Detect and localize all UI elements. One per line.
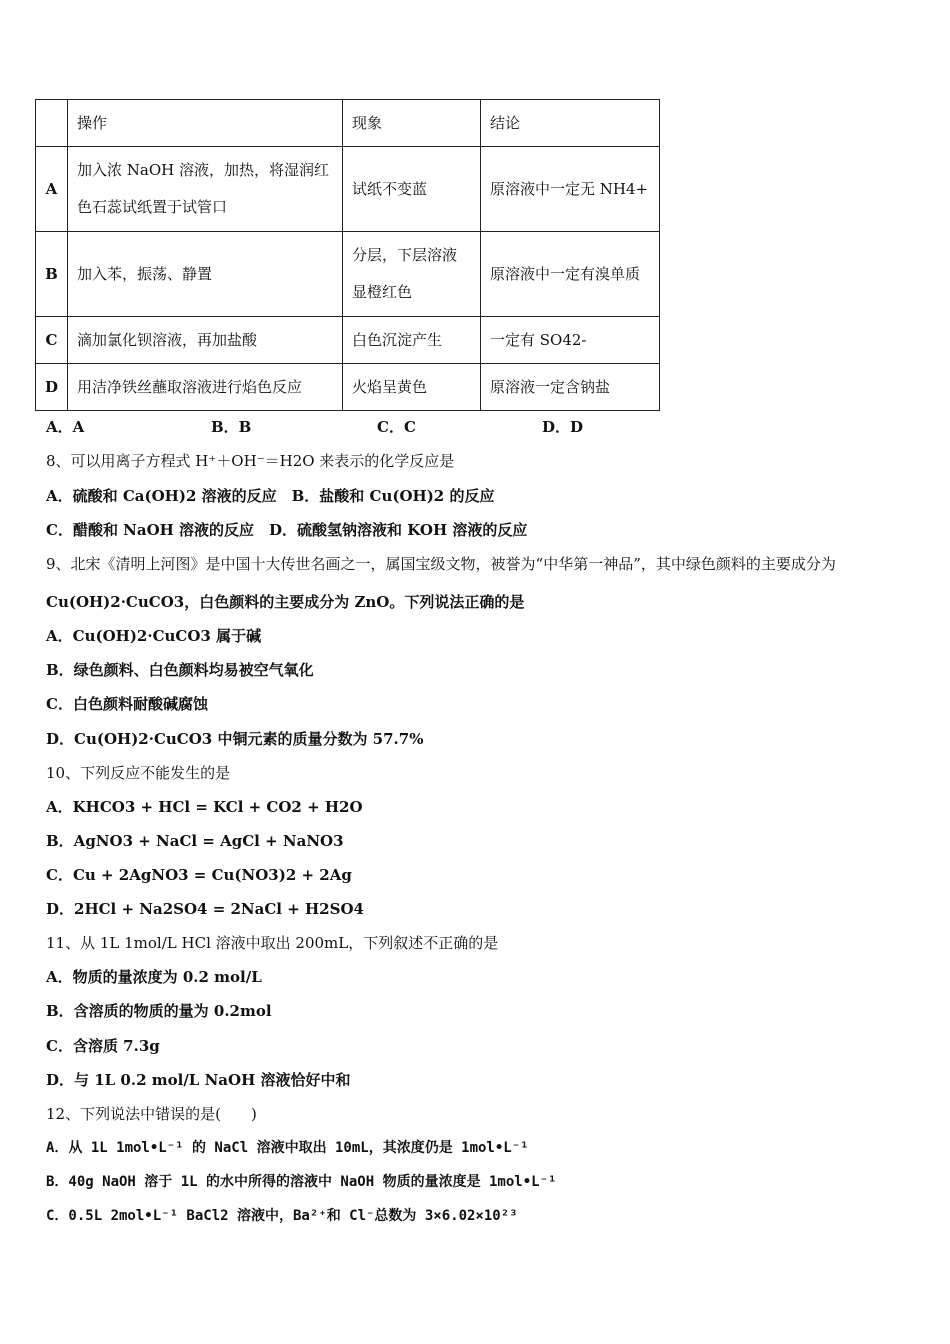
header-cell: 操作 xyxy=(68,100,343,147)
q9-stem-line2: Cu(OH)2·CuCO3，白色颜料的主要成分为 ZnO。下列说法正确的是 xyxy=(46,593,525,611)
q11-option-d: D．与 1L 0.2 mol/L NaOH 溶液恰好中和 xyxy=(46,1071,351,1089)
q10-option-c: C．Cu + 2AgNO3 = Cu(NO3)2 + 2Ag xyxy=(46,866,352,884)
q12-option-a: A．从 1L 1mol•L⁻¹ 的 NaCl 溶液中取出 10mL，其浓度仍是 1mol•L⁻¹ xyxy=(46,1140,529,1156)
q8-options-ab: A．硫酸和 Ca(OH)2 溶液的反应 B．盐酸和 Cu(OH)2 的反应 xyxy=(46,487,495,505)
option-b: B．B xyxy=(211,418,252,436)
q11-stem: 11、从 1L 1mol/L HCl 溶液中取出 200mL，下列叙述不正确的是 xyxy=(46,934,499,952)
phenomenon-cell: 试纸不变蓝 xyxy=(343,147,481,232)
q12-stem: 12、下列说法中错误的是( ) xyxy=(46,1105,257,1123)
row-label: C xyxy=(36,317,68,364)
option-d: D．D xyxy=(542,418,584,436)
option-a: A．A xyxy=(46,418,85,436)
q9-option-d: D．Cu(OH)2·CuCO3 中铜元素的质量分数为 57.7% xyxy=(46,730,424,748)
row-label: D xyxy=(36,364,68,411)
table-header-row xyxy=(36,100,660,147)
phenomenon-cell: 分层，下层溶液显橙红色 xyxy=(343,232,481,317)
operation-cell: 加入苯，振荡、静置 xyxy=(68,232,343,317)
q12-option-c: C．0.5L 2mol•L⁻¹ BaCl2 溶液中，Ba²⁺和 Cl⁻总数为 3×6.02×10²³ xyxy=(46,1208,518,1224)
q10-option-d: D．2HCl + Na2SO4 = 2NaCl + H2SO4 xyxy=(46,900,364,918)
conclusion-cell: 原溶液一定含钠盐 xyxy=(481,364,660,411)
table-row xyxy=(36,317,660,364)
table-row xyxy=(36,147,660,232)
q9-option-a: A．Cu(OH)2·CuCO3 属于碱 xyxy=(46,627,262,645)
q9-stem-line1: 9、北宋《清明上河图》是中国十大传世名画之一，属国宝级文物，被誉为“中华第一神品”，其中绿色颜料的主要成分为 xyxy=(46,555,836,573)
table-row xyxy=(36,232,660,317)
conclusion-cell: 原溶液中一定无 NH4+ xyxy=(481,147,660,232)
header-cell: 现象 xyxy=(343,100,481,147)
q10-option-a: A．KHCO3 + HCl = KCl + CO2 + H2O xyxy=(46,798,363,816)
table-row xyxy=(36,364,660,411)
row-label: A xyxy=(36,147,68,232)
q9-option-b: B．绿色颜料、白色颜料均易被空气氧化 xyxy=(46,661,314,679)
q11-option-c: C．含溶质 7.3g xyxy=(46,1037,160,1055)
q10-stem: 10、下列反应不能发生的是 xyxy=(46,764,231,782)
q9-option-c: C．白色颜料耐酸碱腐蚀 xyxy=(46,695,208,713)
option-c: C．C xyxy=(377,418,416,436)
q11-option-a: A．物质的量浓度为 0.2 mol/L xyxy=(46,968,262,986)
operation-cell: 用洁净铁丝蘸取溶液进行焰色反应 xyxy=(68,364,343,411)
q10-option-b: B．AgNO3 + NaCl = AgCl + NaNO3 xyxy=(46,832,344,850)
row-label: B xyxy=(36,232,68,317)
phenomenon-cell: 白色沉淀产生 xyxy=(343,317,481,364)
header-cell: 结论 xyxy=(481,100,660,147)
q11-option-b: B．含溶质的物质的量为 0.2mol xyxy=(46,1002,272,1020)
operation-cell: 加入浓 NaOH 溶液，加热，将湿润红色石蕊试纸置于试管口 xyxy=(68,147,343,232)
q12-option-b: B．40g NaOH 溶于 1L 的水中所得的溶液中 NaOH 物质的量浓度是 1mol•L⁻¹ xyxy=(46,1174,557,1190)
header-cell xyxy=(36,100,68,147)
experiment-table xyxy=(35,99,660,411)
operation-cell: 滴加氯化钡溶液，再加盐酸 xyxy=(68,317,343,364)
conclusion-cell: 一定有 SO42- xyxy=(481,317,660,364)
q8-stem: 8、可以用离子方程式 H⁺＋OH⁻＝H2O 来表示的化学反应是 xyxy=(46,452,455,470)
q8-options-cd: C．醋酸和 NaOH 溶液的反应 D．硫酸氢钠溶液和 KOH 溶液的反应 xyxy=(46,521,528,539)
phenomenon-cell: 火焰呈黄色 xyxy=(343,364,481,411)
conclusion-cell: 原溶液中一定有溴单质 xyxy=(481,232,660,317)
